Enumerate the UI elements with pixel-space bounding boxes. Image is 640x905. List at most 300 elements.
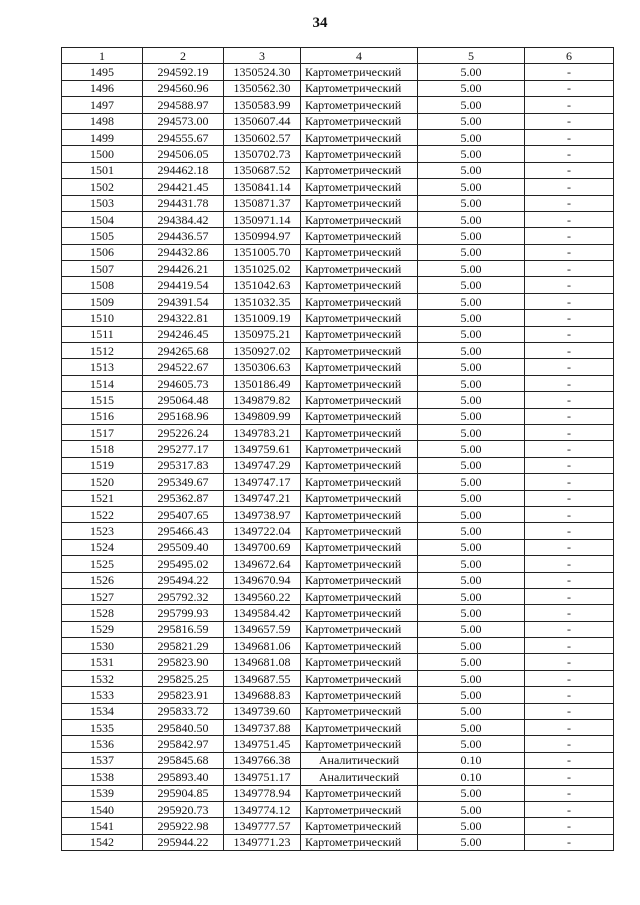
cell-method: Картометрический	[301, 129, 418, 145]
cell-x-coordinate: 295317.83	[143, 457, 224, 473]
cell-precision: 5.00	[418, 129, 525, 145]
cell-point-number: 1533	[62, 687, 143, 703]
cell-note: -	[525, 375, 614, 391]
cell-method: Картометрический	[301, 457, 418, 473]
cell-point-number: 1537	[62, 752, 143, 768]
table-row	[62, 375, 614, 391]
cell-y-coordinate: 1349657.59	[224, 621, 301, 637]
cell-note: -	[525, 211, 614, 227]
cell-point-number: 1512	[62, 343, 143, 359]
cell-note: -	[525, 310, 614, 326]
table-row	[62, 720, 614, 736]
cell-y-coordinate: 1349681.08	[224, 654, 301, 670]
cell-x-coordinate: 294426.21	[143, 261, 224, 277]
table-row	[62, 424, 614, 440]
cell-point-number: 1497	[62, 97, 143, 113]
cell-note: -	[525, 769, 614, 785]
cell-precision: 5.00	[418, 408, 525, 424]
table-row	[62, 474, 614, 490]
table-row	[62, 441, 614, 457]
cell-point-number: 1525	[62, 556, 143, 572]
cell-x-coordinate: 295509.40	[143, 539, 224, 555]
cell-method: Картометрический	[301, 523, 418, 539]
cell-method: Картометрический	[301, 588, 418, 604]
table-row	[62, 261, 614, 277]
cell-precision: 5.00	[418, 736, 525, 752]
cell-x-coordinate: 294391.54	[143, 293, 224, 309]
cell-y-coordinate: 1349747.29	[224, 457, 301, 473]
table-row	[62, 80, 614, 96]
cell-x-coordinate: 295792.32	[143, 588, 224, 604]
cell-y-coordinate: 1350186.49	[224, 375, 301, 391]
cell-method: Картометрический	[301, 818, 418, 834]
cell-precision: 5.00	[418, 539, 525, 555]
cell-precision: 5.00	[418, 392, 525, 408]
cell-x-coordinate: 295842.97	[143, 736, 224, 752]
cell-precision: 5.00	[418, 523, 525, 539]
table-header	[62, 48, 614, 64]
cell-x-coordinate: 294592.19	[143, 64, 224, 80]
cell-y-coordinate: 1349809.99	[224, 408, 301, 424]
table-row	[62, 195, 614, 211]
cell-y-coordinate: 1351009.19	[224, 310, 301, 326]
cell-method: Картометрический	[301, 572, 418, 588]
cell-precision: 5.00	[418, 310, 525, 326]
cell-point-number: 1514	[62, 375, 143, 391]
column-header-note: 6	[525, 48, 614, 64]
cell-point-number: 1503	[62, 195, 143, 211]
table-row	[62, 244, 614, 260]
cell-note: -	[525, 162, 614, 178]
cell-note: -	[525, 129, 614, 145]
cell-method: Картометрический	[301, 146, 418, 162]
cell-method: Картометрический	[301, 244, 418, 260]
table-row	[62, 228, 614, 244]
cell-point-number: 1513	[62, 359, 143, 375]
cell-note: -	[525, 261, 614, 277]
table-row	[62, 670, 614, 686]
cell-method: Картометрический	[301, 834, 418, 850]
cell-x-coordinate: 295821.29	[143, 638, 224, 654]
cell-note: -	[525, 736, 614, 752]
table-row	[62, 818, 614, 834]
cell-y-coordinate: 1349688.83	[224, 687, 301, 703]
table-row	[62, 457, 614, 473]
cell-note: -	[525, 572, 614, 588]
table-row	[62, 785, 614, 801]
cell-note: -	[525, 752, 614, 768]
cell-y-coordinate: 1349739.60	[224, 703, 301, 719]
cell-method: Картометрический	[301, 408, 418, 424]
cell-y-coordinate: 1349751.45	[224, 736, 301, 752]
cell-precision: 5.00	[418, 720, 525, 736]
cell-precision: 5.00	[418, 556, 525, 572]
cell-note: -	[525, 785, 614, 801]
cell-precision: 5.00	[418, 64, 525, 80]
cell-precision: 5.00	[418, 490, 525, 506]
cell-method: Картометрический	[301, 556, 418, 572]
cell-x-coordinate: 295825.25	[143, 670, 224, 686]
cell-y-coordinate: 1349879.82	[224, 392, 301, 408]
cell-y-coordinate: 1349777.57	[224, 818, 301, 834]
cell-x-coordinate: 295799.93	[143, 605, 224, 621]
cell-x-coordinate: 294432.86	[143, 244, 224, 260]
cell-note: -	[525, 424, 614, 440]
cell-note: -	[525, 228, 614, 244]
cell-point-number: 1519	[62, 457, 143, 473]
cell-point-number: 1539	[62, 785, 143, 801]
cell-method: Картометрический	[301, 359, 418, 375]
cell-note: -	[525, 506, 614, 522]
cell-note: -	[525, 621, 614, 637]
cell-note: -	[525, 359, 614, 375]
cell-note: -	[525, 523, 614, 539]
cell-precision: 5.00	[418, 146, 525, 162]
cell-x-coordinate: 294265.68	[143, 343, 224, 359]
cell-point-number: 1524	[62, 539, 143, 555]
cell-note: -	[525, 818, 614, 834]
cell-point-number: 1500	[62, 146, 143, 162]
coordinates-table	[61, 47, 614, 851]
cell-precision: 5.00	[418, 506, 525, 522]
cell-x-coordinate: 294573.00	[143, 113, 224, 129]
cell-x-coordinate: 295277.17	[143, 441, 224, 457]
cell-x-coordinate: 295944.22	[143, 834, 224, 850]
cell-y-coordinate: 1349747.21	[224, 490, 301, 506]
cell-point-number: 1542	[62, 834, 143, 850]
table-row	[62, 343, 614, 359]
cell-method: Картометрический	[301, 326, 418, 342]
cell-note: -	[525, 97, 614, 113]
cell-precision: 0.10	[418, 752, 525, 768]
cell-point-number: 1495	[62, 64, 143, 80]
cell-point-number: 1541	[62, 818, 143, 834]
cell-point-number: 1510	[62, 310, 143, 326]
cell-y-coordinate: 1350306.63	[224, 359, 301, 375]
table-row	[62, 179, 614, 195]
cell-method: Картометрический	[301, 64, 418, 80]
cell-precision: 5.00	[418, 179, 525, 195]
cell-precision: 5.00	[418, 703, 525, 719]
cell-method: Картометрический	[301, 293, 418, 309]
cell-y-coordinate: 1351032.35	[224, 293, 301, 309]
cell-x-coordinate: 295226.24	[143, 424, 224, 440]
cell-y-coordinate: 1350971.14	[224, 211, 301, 227]
table-row	[62, 834, 614, 850]
cell-note: -	[525, 588, 614, 604]
cell-method: Картометрический	[301, 670, 418, 686]
table-row	[62, 146, 614, 162]
cell-point-number: 1540	[62, 801, 143, 817]
cell-x-coordinate: 295064.48	[143, 392, 224, 408]
cell-note: -	[525, 80, 614, 96]
cell-x-coordinate: 295920.73	[143, 801, 224, 817]
cell-point-number: 1518	[62, 441, 143, 457]
cell-precision: 5.00	[418, 687, 525, 703]
cell-note: -	[525, 834, 614, 850]
cell-point-number: 1507	[62, 261, 143, 277]
cell-point-number: 1506	[62, 244, 143, 260]
cell-y-coordinate: 1349783.21	[224, 424, 301, 440]
cell-method: Картометрический	[301, 97, 418, 113]
cell-method: Картометрический	[301, 211, 418, 227]
table-row	[62, 801, 614, 817]
cell-precision: 5.00	[418, 457, 525, 473]
cell-x-coordinate: 294588.97	[143, 97, 224, 113]
cell-note: -	[525, 654, 614, 670]
table-row	[62, 97, 614, 113]
column-header-precision: 5	[418, 48, 525, 64]
cell-y-coordinate: 1349751.17	[224, 769, 301, 785]
cell-method: Картометрический	[301, 277, 418, 293]
cell-note: -	[525, 687, 614, 703]
table-row	[62, 64, 614, 80]
cell-precision: 5.00	[418, 424, 525, 440]
table-row	[62, 523, 614, 539]
cell-x-coordinate: 295904.85	[143, 785, 224, 801]
cell-method: Картометрический	[301, 638, 418, 654]
cell-method: Картометрический	[301, 621, 418, 637]
cell-y-coordinate: 1349738.97	[224, 506, 301, 522]
cell-method: Картометрический	[301, 490, 418, 506]
table-row	[62, 162, 614, 178]
cell-y-coordinate: 1351005.70	[224, 244, 301, 260]
table-body	[62, 64, 614, 851]
cell-note: -	[525, 326, 614, 342]
cell-x-coordinate: 294462.18	[143, 162, 224, 178]
cell-y-coordinate: 1349778.94	[224, 785, 301, 801]
cell-y-coordinate: 1351042.63	[224, 277, 301, 293]
cell-method: Картометрический	[301, 424, 418, 440]
cell-note: -	[525, 113, 614, 129]
cell-precision: 5.00	[418, 638, 525, 654]
cell-point-number: 1529	[62, 621, 143, 637]
cell-point-number: 1504	[62, 211, 143, 227]
cell-x-coordinate: 294555.67	[143, 129, 224, 145]
table-row	[62, 359, 614, 375]
cell-x-coordinate: 295466.43	[143, 523, 224, 539]
cell-point-number: 1523	[62, 523, 143, 539]
cell-y-coordinate: 1350524.30	[224, 64, 301, 80]
cell-y-coordinate: 1349747.17	[224, 474, 301, 490]
cell-point-number: 1522	[62, 506, 143, 522]
cell-note: -	[525, 293, 614, 309]
table-row	[62, 654, 614, 670]
cell-y-coordinate: 1349737.88	[224, 720, 301, 736]
cell-precision: 5.00	[418, 326, 525, 342]
cell-method: Картометрический	[301, 392, 418, 408]
cell-method: Картометрический	[301, 179, 418, 195]
cell-precision: 0.10	[418, 769, 525, 785]
cell-y-coordinate: 1350687.52	[224, 162, 301, 178]
cell-x-coordinate: 294246.45	[143, 326, 224, 342]
cell-method: Картометрический	[301, 441, 418, 457]
page-number: 34	[312, 15, 328, 31]
cell-point-number: 1530	[62, 638, 143, 654]
cell-x-coordinate: 294506.05	[143, 146, 224, 162]
table-row	[62, 277, 614, 293]
cell-x-coordinate: 294560.96	[143, 80, 224, 96]
cell-x-coordinate: 294384.42	[143, 211, 224, 227]
cell-point-number: 1499	[62, 129, 143, 145]
cell-x-coordinate: 294522.67	[143, 359, 224, 375]
cell-precision: 5.00	[418, 474, 525, 490]
cell-method: Картометрический	[301, 474, 418, 490]
cell-precision: 5.00	[418, 343, 525, 359]
cell-method: Картометрический	[301, 605, 418, 621]
cell-y-coordinate: 1350702.73	[224, 146, 301, 162]
cell-note: -	[525, 670, 614, 686]
table-row	[62, 310, 614, 326]
cell-x-coordinate: 295845.68	[143, 752, 224, 768]
cell-y-coordinate: 1349681.06	[224, 638, 301, 654]
cell-y-coordinate: 1350841.14	[224, 179, 301, 195]
table-row	[62, 752, 614, 768]
cell-note: -	[525, 720, 614, 736]
table-row	[62, 490, 614, 506]
table-row	[62, 588, 614, 604]
cell-y-coordinate: 1350927.02	[224, 343, 301, 359]
table-row	[62, 129, 614, 145]
cell-precision: 5.00	[418, 801, 525, 817]
table-row	[62, 211, 614, 227]
cell-y-coordinate: 1350607.44	[224, 113, 301, 129]
cell-point-number: 1505	[62, 228, 143, 244]
table-row	[62, 539, 614, 555]
cell-point-number: 1517	[62, 424, 143, 440]
cell-x-coordinate: 295823.90	[143, 654, 224, 670]
cell-y-coordinate: 1351025.02	[224, 261, 301, 277]
cell-y-coordinate: 1349670.94	[224, 572, 301, 588]
cell-method: Картометрический	[301, 736, 418, 752]
cell-note: -	[525, 64, 614, 80]
table-row	[62, 687, 614, 703]
cell-method: Картометрический	[301, 785, 418, 801]
cell-note: -	[525, 343, 614, 359]
cell-y-coordinate: 1349687.55	[224, 670, 301, 686]
cell-point-number: 1516	[62, 408, 143, 424]
cell-point-number: 1526	[62, 572, 143, 588]
cell-y-coordinate: 1349560.22	[224, 588, 301, 604]
cell-x-coordinate: 295362.87	[143, 490, 224, 506]
cell-note: -	[525, 556, 614, 572]
cell-point-number: 1536	[62, 736, 143, 752]
table-row	[62, 638, 614, 654]
cell-method: Аналитический	[301, 752, 418, 768]
cell-y-coordinate: 1349771.23	[224, 834, 301, 850]
cell-method: Картометрический	[301, 228, 418, 244]
table-row	[62, 769, 614, 785]
table-row	[62, 408, 614, 424]
cell-note: -	[525, 474, 614, 490]
cell-note: -	[525, 392, 614, 408]
cell-point-number: 1501	[62, 162, 143, 178]
cell-x-coordinate: 295168.96	[143, 408, 224, 424]
cell-precision: 5.00	[418, 621, 525, 637]
table-row	[62, 703, 614, 719]
table-row	[62, 605, 614, 621]
cell-x-coordinate: 294419.54	[143, 277, 224, 293]
table-row	[62, 736, 614, 752]
cell-precision: 5.00	[418, 834, 525, 850]
column-header-y-coordinate: 3	[224, 48, 301, 64]
column-header-point-number: 1	[62, 48, 143, 64]
cell-point-number: 1498	[62, 113, 143, 129]
table-row	[62, 392, 614, 408]
table-row	[62, 293, 614, 309]
cell-precision: 5.00	[418, 654, 525, 670]
cell-y-coordinate: 1349700.69	[224, 539, 301, 555]
cell-point-number: 1538	[62, 769, 143, 785]
cell-precision: 5.00	[418, 670, 525, 686]
header-row	[62, 48, 614, 64]
cell-y-coordinate: 1350583.99	[224, 97, 301, 113]
cell-note: -	[525, 703, 614, 719]
cell-method: Картометрический	[301, 801, 418, 817]
cell-x-coordinate: 294322.81	[143, 310, 224, 326]
cell-precision: 5.00	[418, 162, 525, 178]
cell-method: Картометрический	[301, 720, 418, 736]
column-header-x-coordinate: 2	[143, 48, 224, 64]
cell-precision: 5.00	[418, 228, 525, 244]
cell-point-number: 1527	[62, 588, 143, 604]
column-header-method: 4	[301, 48, 418, 64]
cell-y-coordinate: 1350602.57	[224, 129, 301, 145]
cell-precision: 5.00	[418, 211, 525, 227]
cell-note: -	[525, 490, 614, 506]
cell-note: -	[525, 408, 614, 424]
cell-method: Картометрический	[301, 113, 418, 129]
cell-precision: 5.00	[418, 605, 525, 621]
cell-x-coordinate: 295816.59	[143, 621, 224, 637]
cell-note: -	[525, 146, 614, 162]
cell-point-number: 1496	[62, 80, 143, 96]
cell-x-coordinate: 295407.65	[143, 506, 224, 522]
cell-method: Картометрический	[301, 261, 418, 277]
cell-note: -	[525, 179, 614, 195]
cell-point-number: 1509	[62, 293, 143, 309]
cell-precision: 5.00	[418, 261, 525, 277]
cell-precision: 5.00	[418, 113, 525, 129]
cell-x-coordinate: 294436.57	[143, 228, 224, 244]
cell-point-number: 1521	[62, 490, 143, 506]
cell-note: -	[525, 195, 614, 211]
cell-y-coordinate: 1349774.12	[224, 801, 301, 817]
cell-point-number: 1508	[62, 277, 143, 293]
cell-x-coordinate: 295922.98	[143, 818, 224, 834]
table-row	[62, 556, 614, 572]
cell-precision: 5.00	[418, 97, 525, 113]
cell-point-number: 1535	[62, 720, 143, 736]
cell-method: Картометрический	[301, 80, 418, 96]
cell-point-number: 1511	[62, 326, 143, 342]
cell-x-coordinate: 295823.91	[143, 687, 224, 703]
cell-point-number: 1534	[62, 703, 143, 719]
cell-point-number: 1531	[62, 654, 143, 670]
cell-precision: 5.00	[418, 818, 525, 834]
cell-method: Картометрический	[301, 375, 418, 391]
cell-note: -	[525, 605, 614, 621]
cell-method: Картометрический	[301, 343, 418, 359]
cell-y-coordinate: 1350994.97	[224, 228, 301, 244]
cell-method: Картометрический	[301, 539, 418, 555]
table-row	[62, 506, 614, 522]
cell-point-number: 1515	[62, 392, 143, 408]
cell-y-coordinate: 1349759.61	[224, 441, 301, 457]
cell-point-number: 1520	[62, 474, 143, 490]
cell-note: -	[525, 638, 614, 654]
cell-y-coordinate: 1349722.04	[224, 523, 301, 539]
